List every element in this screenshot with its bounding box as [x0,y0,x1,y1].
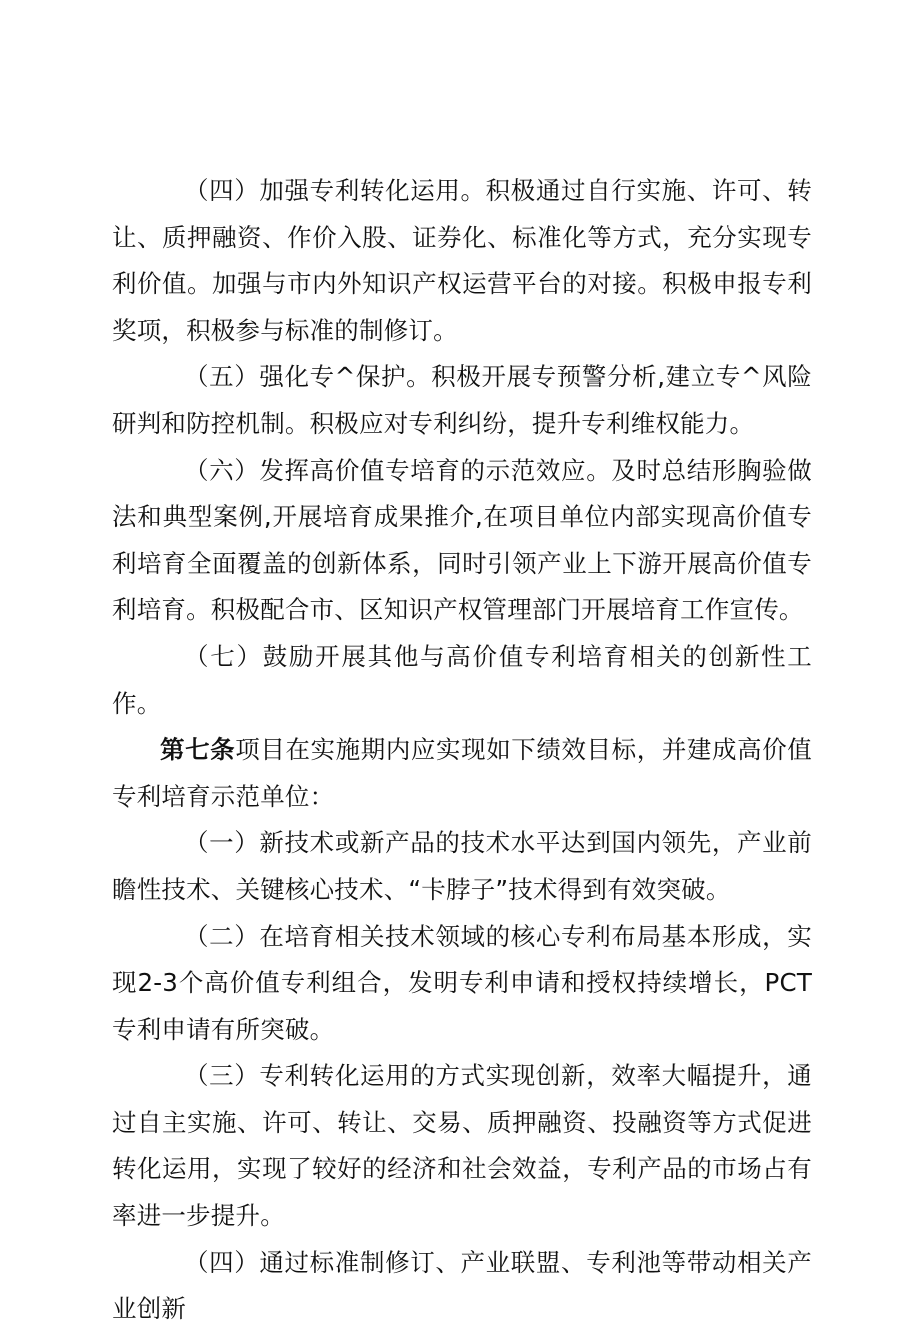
paragraph-article-seven [112,727,812,820]
article-seven-label: 第七条 [160,735,236,765]
paragraph-encourage-innovation: （七）鼓励开展其他与高价值专利培育相关的创新性工作。 [112,641,812,718]
paragraph-goal-two: （二）在培育相关技术领域的核心专利布局基本形成，实现2-3个高价值专利组合，发明专利申请和授权持续增长，PCT专利申请有所突破。 [112,921,812,1044]
paragraph-goal-three: （三）专利转化运用的方式实现创新，效率大幅提升，通过自主实施、许可、转让、交易、质押融资、投融资等方式促进转化运用，实现了较好的经济和社会效益，专利产品的市场占有率进一步提升。 [112,1061,812,1231]
paragraph-demonstration-effect: （六）发挥高价值专培育的示范效应。及时总结形胸验做法和典型案例,开展培育成果推介,在项目单位内部实现高价值专利培育全面覆盖的创新体系，同时引领产业上下游开展高价值专利培育。积极配合市、区知识产权管理部门开展培育工作宣传。 [112,455,812,625]
article-seven-text: 项目在实施期内应实现如下绩效目标，并建成高价值专利培育示范单位： [112,735,812,811]
paragraph-strengthen-patent-use: （四）加强专利转化运用。积极通过自行实施、许可、转让、质押融资、作价入股、证券化、标准化等方式，充分实现专利价值。加强与市内外知识产权运营平台的对接。积极申报专利奖项，积极参与标准的制修订。 [112,176,812,345]
document-page [112,168,812,1333]
paragraph-goal-four: （四）通过标准制修订、产业联盟、专利池等带动相关产业创新 [112,1247,812,1324]
paragraph-goal-one: （一）新技术或新产品的技术水平达到国内领先，产业前瞻性技术、关键核心技术、“卡脖子”技术得到有效突破。 [112,828,812,904]
paragraph-patent-protection: （五）强化专^保护。积极开展专预警分析,建立专^风险研判和防控机制。积极应对专利纠纷，提升专利维权能力。 [112,362,812,438]
